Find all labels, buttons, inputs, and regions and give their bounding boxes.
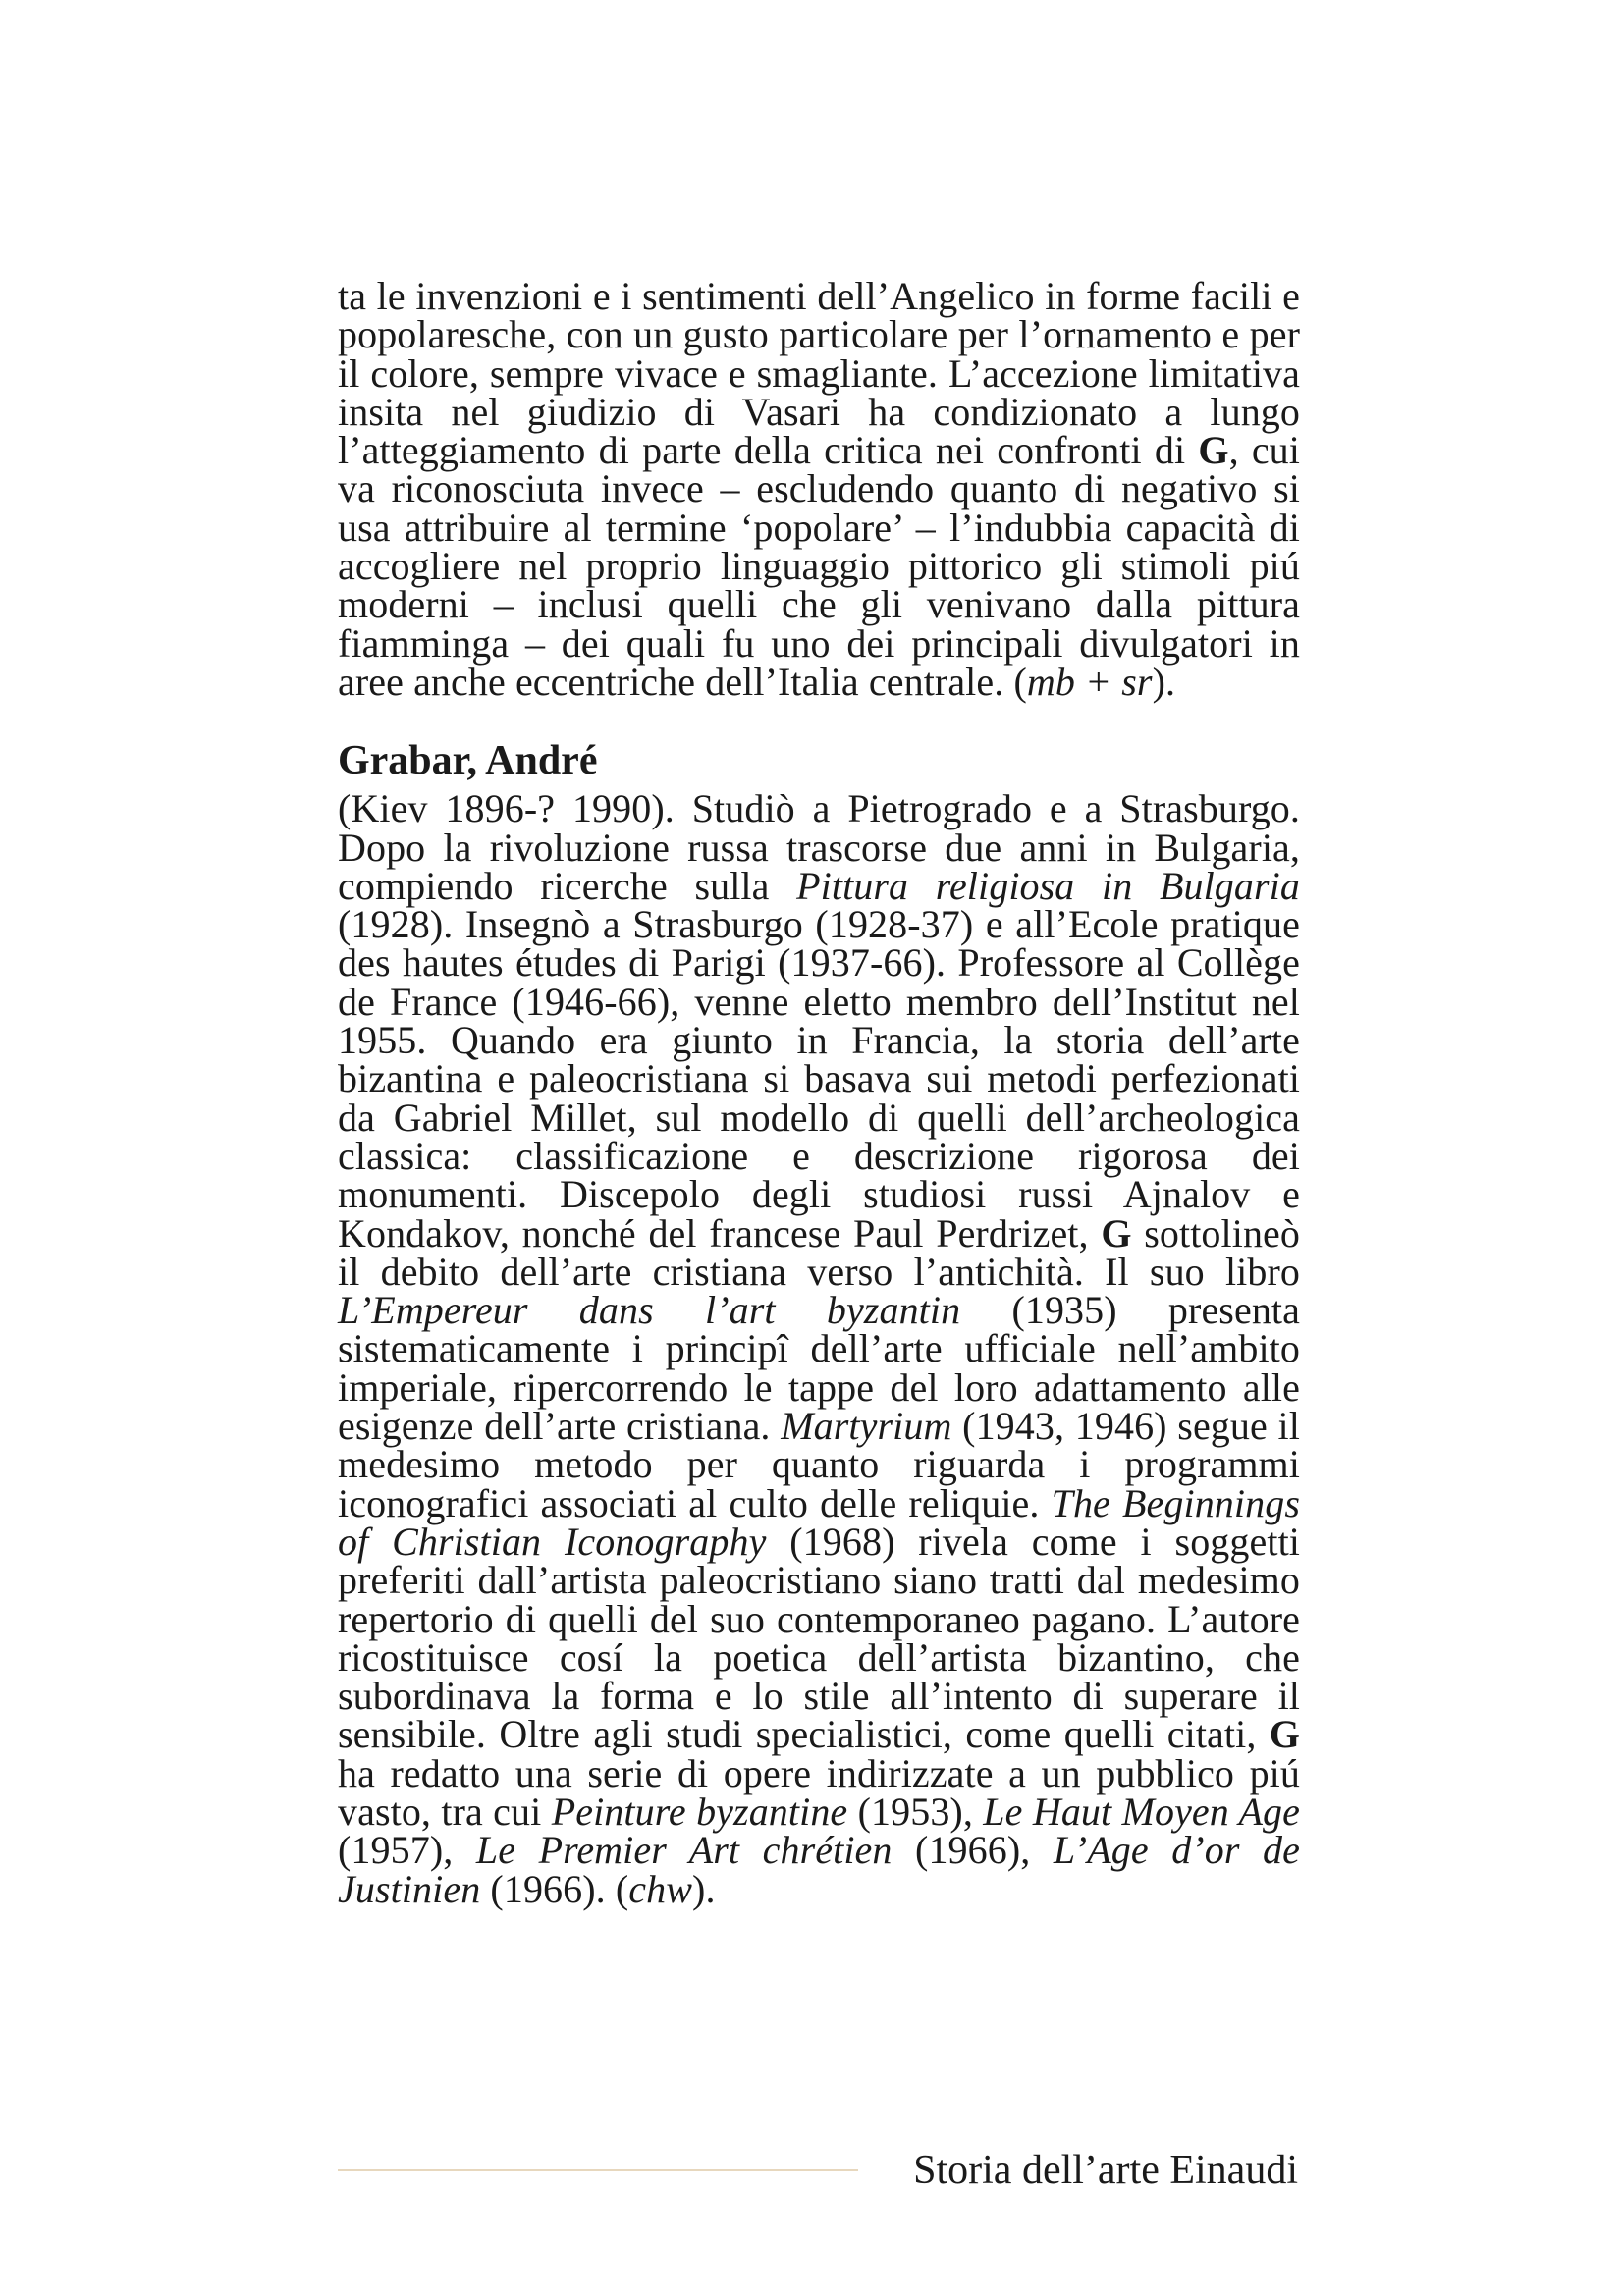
text-run: (1966), [892, 1828, 1054, 1873]
text-run: (Kiev 1896-? 1990). Studiò a Pietrogrado e a Strasburgo. Dopo la rivoluzione russa trascorse due anni in Bulgaria, compiendo ricerche sulla [338, 786, 1300, 908]
text-run: (1968) rivela come i soggetti preferiti dall’artista paleocristiano siano tratti dal medesimo repertorio di quelli del suo contemporaneo pagano. L’autore ricostituisce cosí la poetica dell’artista bizantino, che subordinava la forma e lo stile all’intento di superare il sensibile. Oltre agli studi specialistici, come quelli citati, [338, 1519, 1301, 1757]
text-run: sottolineò il debito dell’arte cristiana verso l’antichità. Il suo libro [338, 1210, 1301, 1294]
text-run: ta le invenzioni e i sentimenti dell’Angelico in forme facili e popolaresche, con un gusto particolare per l’ornamento e per il colore, sempre vivace e smagliante. L’accezione limitativa insita nel giudizio di Vasari ha condizionato a lungo l’atteggiamento di parte della critica nei confronti di [338, 274, 1300, 473]
work-title: Le Premier Art chrétien [475, 1828, 893, 1873]
work-title: The Beginnings of Christian Iconography [338, 1480, 1300, 1564]
text-run: (1966). ( [480, 1866, 629, 1911]
entry-abbrev: G [1269, 1712, 1300, 1757]
work-title: Le Haut Moyen Age [983, 1789, 1300, 1834]
work-title: Peinture byzantine [551, 1789, 848, 1834]
text-run: (1943, 1946) segue il medesimo metodo per quanto riguarda i programmi iconografici associati al culto delle reliquie. [338, 1404, 1300, 1525]
text-run: (1957), [338, 1828, 476, 1873]
work-title: Martyrium [781, 1404, 952, 1449]
text-run: ). [692, 1866, 716, 1911]
text-run: (1928). Insegnò a Strasburgo (1928-37) e all’Ecole pratique des hautes études di Parigi (1937-66). Professore al Collège de France (1946-66), venne eletto membro dell’Institut nel 1955. Quando era giunto in Francia, la storia dell’arte bizantina e paleocristiana si basava sui metodi perfezionati da Gabriel Millet, sul modello di quelli dell’archeologica classica: classificazione e descrizione rigorosa dei monumenti. Discepolo degli studiosi russi Ajnalov e Kondakov, nonché del francese Paul Perdrizet, [338, 902, 1300, 1255]
work-title: L’Age d’or de Justinien [338, 1828, 1300, 1911]
text-run: (1935) presenta sistematicamente i principî dell’arte ufficiale nell’ambito imperiale, ripercorrendo le tappe del loro adattamento alle esigenze dell’arte cristiana. [338, 1288, 1300, 1449]
text-run: ha redatto una serie di opere indirizzate a un pubblico piú vasto, tra cui [338, 1750, 1300, 1834]
footer-rule [338, 2169, 858, 2171]
footer-label: Storia dell’arte Einaudi [913, 2148, 1298, 2193]
entry-paragraph [338, 786, 1301, 1911]
continuation-paragraph [338, 274, 1300, 704]
entry-title: Grabar, André [338, 738, 598, 784]
author-initials: chw [628, 1866, 693, 1911]
work-title: L’Empereur dans l’art byzantin [338, 1288, 961, 1333]
entry-abbrev: G [1198, 428, 1229, 473]
entry-abbrev: G [1101, 1210, 1132, 1255]
text-run: ). [1152, 659, 1176, 704]
text-run: (1953), [847, 1789, 984, 1834]
text-column [338, 274, 1301, 1911]
author-initials: mb + sr [1026, 659, 1153, 704]
text-run: , cui va riconosciuta invece – escludendo quanto di negativo si usa attribuire al termine ‘popolare’ – l’indubbia capacità di accogliere nel proprio linguaggio pittorico gli stimoli piú moderni – inclusi quelli che gli venivano dalla pittura fiamminga – dei quali fu uno dei principali divulgatori in aree anche eccentriche dell’Italia centrale. ( [338, 428, 1300, 704]
work-title: Pittura religiosa in Bulgaria [796, 863, 1300, 908]
